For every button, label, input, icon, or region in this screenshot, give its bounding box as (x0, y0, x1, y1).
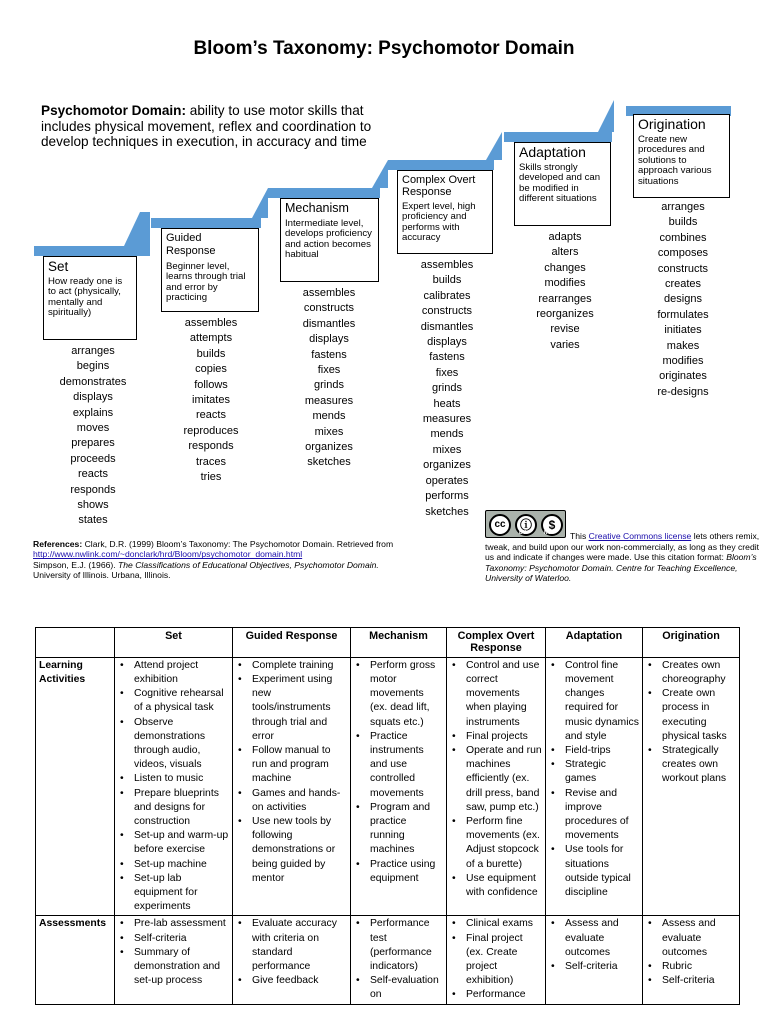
verbs-complex-overt-response (387, 258, 507, 520)
level-box-mechanism (280, 198, 379, 282)
level-box-guided-response (161, 228, 259, 312)
verb-item: explains (72, 406, 114, 419)
verb-item: designs (664, 293, 702, 306)
level-title: Adaptation (519, 144, 586, 160)
verb-item: arranges (661, 201, 705, 213)
verb-item: reorganizes (536, 308, 594, 321)
verb-item: creates (664, 278, 702, 291)
list-item: • Creates own choreography (646, 659, 736, 687)
step-riser-1 (124, 212, 140, 246)
verb-item: changes (544, 261, 586, 274)
list-item: • Observe demonstrations through audio, videos, visuals (118, 716, 229, 773)
table-header-cell: Origination (643, 628, 740, 658)
list-item: • Control and use correct movements when playing instruments (450, 659, 542, 730)
verb-item: traces (196, 455, 226, 468)
list-item: • Pre-lab assessment (118, 917, 229, 931)
list-item: • Field-trips (549, 744, 639, 758)
level-desc: Beginner level, learns through trial and error by practicing (166, 261, 246, 304)
list-item: • Summary of demonstration and set-up process (118, 946, 229, 989)
verb-item: alters (551, 246, 579, 259)
level-desc: Expert level, high proficiency and performs with accuracy (402, 201, 476, 244)
list-item: • Cognitive rehearsal of a physical task (118, 687, 229, 715)
list-item: • Give feedback (236, 974, 347, 988)
verb-item: measures (422, 413, 472, 426)
verb-item: responds (70, 483, 116, 496)
step-bar-adaptation (504, 132, 612, 142)
verb-item: modifies (662, 355, 704, 368)
verbs-adaptation (505, 230, 625, 353)
verb-item: sketches (425, 505, 469, 518)
references-label: References: (33, 539, 83, 549)
list-item: • Evaluate accuracy with criteria on standard performance (236, 917, 347, 974)
verb-item: measures (304, 394, 354, 407)
list-item: • Program and practice running machines (354, 801, 443, 858)
table-header-cell: Complex Overt Response (447, 628, 546, 658)
by-icon: ⓘ (515, 514, 537, 536)
step-riser-4 (486, 132, 502, 160)
verb-item: sketches (307, 456, 351, 469)
verb-item: modifies (544, 277, 586, 290)
verb-item: organizes (305, 441, 353, 454)
table-cell (115, 657, 233, 916)
list-item: • Assess and evaluate outcomes (549, 917, 639, 960)
intro-paragraph (41, 103, 376, 150)
verb-item: composes (657, 247, 709, 260)
verb-item: revise (550, 323, 580, 336)
verb-item: fastens (311, 348, 347, 361)
verb-item: arranges (71, 345, 115, 357)
list-item: • Self-evaluation on (354, 974, 443, 1002)
verb-item: fixes (317, 364, 341, 377)
verb-item: organizes (423, 459, 471, 472)
verb-item: assembles (302, 287, 356, 299)
table-header-cell: Guided Response (233, 628, 351, 658)
verb-item: performs (425, 490, 469, 503)
table-cell (233, 657, 351, 916)
verb-item: proceeds (70, 452, 116, 465)
list-item: • Attend project exhibition (118, 659, 229, 687)
verb-item: reacts (78, 468, 108, 481)
list-item: • Practice using equipment (354, 858, 443, 886)
list-item: • Use new tools by following demonstrations or being guided by mentor (236, 815, 347, 886)
verbs-mechanism (269, 286, 389, 471)
level-box-set (43, 256, 137, 340)
verb-item: makes (666, 339, 700, 352)
verb-item: grinds (432, 382, 462, 395)
verb-item: grinds (314, 379, 344, 392)
verb-item: imitates (192, 394, 230, 407)
reference-university: University of Illinois. Urbana, Illinois. (33, 570, 171, 581)
row-label: Assessments (36, 916, 115, 1004)
verb-item: displays (309, 333, 349, 346)
table-cell (643, 657, 740, 916)
list-item: • Self-criteria (646, 974, 736, 988)
verb-item: attempts (189, 332, 233, 345)
verb-item: states (78, 514, 108, 527)
verb-item: responds (188, 440, 234, 453)
verb-item: follows (194, 378, 228, 391)
list-item: • Assess and evaluate outcomes (646, 917, 736, 960)
verb-item: assembles (420, 259, 474, 271)
by-label: BY (519, 530, 526, 536)
table-cell (546, 916, 643, 1004)
reference-simpson: Simpson, E.J. (1966). (33, 559, 119, 570)
level-box-origination (633, 114, 730, 198)
list-item: • Set-up and warm-up before exercise (118, 829, 229, 857)
step-bar-set (34, 246, 140, 256)
verb-item: shows (77, 499, 109, 512)
level-title: Mechanism (285, 201, 349, 215)
verbs-set (33, 344, 153, 529)
verb-item: assembles (184, 317, 238, 329)
verb-item: reproduces (183, 424, 239, 437)
verb-item: rearranges (538, 292, 592, 305)
table-header-cell (36, 628, 115, 658)
table-cell (351, 916, 447, 1004)
table-cell (115, 916, 233, 1004)
step-bar-mechanism (268, 188, 380, 198)
reference-clark: Clark, D.R. (1999) Bloom’s Taxonomy: The Psychomotor Domain. Retrieved from (82, 539, 394, 549)
verbs-origination (623, 200, 743, 400)
table-header-cell: Set (115, 628, 233, 658)
verb-item: moves (76, 422, 110, 435)
intro-text: ability to use motor skills that includes physical movement, reflex and coordination to develop techniques in execution, in accuracy and time (41, 103, 372, 149)
verb-item: constructs (303, 302, 355, 315)
list-item: • Strategically creates own workout plans (646, 744, 736, 787)
list-item: • Final projects (450, 730, 542, 744)
list-item: • Set-up machine (118, 858, 229, 872)
list-item: • Strategic games (549, 758, 639, 786)
list-item: • Performance (450, 988, 542, 1002)
table-header-cell: Adaptation (546, 628, 643, 658)
level-title: Set (48, 259, 69, 274)
license-citation: Bloom’s Taxonomy: Psychomotor Domain. Centre for Teaching Excellence, University of Waterloo. (485, 552, 757, 584)
level-desc: Skills strongly developed and can be modified in different situations (519, 162, 601, 205)
table-cell (643, 916, 740, 1004)
list-item: • Follow manual to run and program machine (236, 744, 347, 787)
level-title: Origination (638, 116, 706, 132)
nc-label: NC (544, 530, 552, 536)
table-row (36, 916, 740, 1004)
list-item: • Complete training (236, 659, 347, 673)
cc-icon: cc (489, 514, 511, 536)
level-title: Complex Overt Response (402, 174, 476, 198)
table-cell (233, 916, 351, 1004)
list-item: • Self-criteria (118, 932, 229, 946)
verb-item: re-designs (657, 385, 709, 398)
verb-item: formulates (657, 308, 709, 321)
step-riser-3 (372, 160, 388, 188)
list-item: • Final project (ex. Create project exhibition) (450, 932, 542, 989)
verb-item: combines (659, 231, 707, 244)
reference-simpson-title: The Classifications of Educational Objectives, Psychomotor Domain. (118, 559, 379, 570)
table-header-cell: Mechanism (351, 628, 447, 658)
row-label: Learning Activities (36, 657, 115, 916)
table-cell (447, 657, 546, 916)
table-cell (447, 916, 546, 1004)
level-title: Guided Response (166, 232, 216, 257)
level-desc: Intermediate level, develops proficiency and action becomes habitual (285, 218, 372, 261)
verb-item: constructs (657, 262, 709, 275)
step-bar-guided (151, 218, 261, 228)
verb-item: builds (196, 347, 226, 360)
step-riser-2 (252, 188, 268, 218)
list-item: • Listen to music (118, 772, 229, 786)
verb-item: constructs (421, 305, 473, 318)
list-item: • Set-up lab equipment for experiments (118, 872, 229, 915)
list-item: • Self-criteria (549, 960, 639, 974)
verb-item: dismantles (420, 320, 474, 333)
list-item: • Use tools for situations outside typical discipline (549, 843, 639, 900)
verb-item: operates (425, 474, 469, 487)
list-item: • Games and hands-on activities (236, 787, 347, 815)
verb-item: dismantles (302, 317, 356, 330)
verb-item: reacts (196, 409, 226, 422)
verb-item: tries (200, 471, 222, 484)
verb-item: mixes (314, 425, 344, 438)
list-item: • Control fine movement changes required for music dynamics and style (549, 659, 639, 744)
list-item: • Perform gross motor movements (ex. dead lift, squats etc.) (354, 659, 443, 730)
list-item: • Practice instruments and use controlled movements (354, 730, 443, 801)
verb-item: mixes (432, 443, 462, 456)
level-desc: How ready one is to act (physically, mentally and spiritually) (48, 276, 123, 319)
step-bar-complex (388, 160, 494, 170)
verb-item: varies (550, 338, 580, 351)
table-header-row (36, 628, 740, 658)
nc-icon: $ (541, 514, 563, 536)
list-item: • Revise and improve procedures of movements (549, 787, 639, 844)
verb-item: adapts (548, 231, 582, 243)
list-item: • Experiment using new tools/instruments through trial and error (236, 673, 347, 744)
verb-item: initiates (664, 324, 702, 337)
verb-item: fixes (435, 366, 459, 379)
verb-item: originates (659, 370, 707, 383)
verb-item: copies (195, 363, 227, 376)
verb-item: calibrates (423, 289, 471, 302)
table-cell (351, 657, 447, 916)
verbs-guided-response (151, 316, 271, 485)
table-cell (546, 657, 643, 916)
list-item: • Prepare blueprints and designs for construction (118, 787, 229, 830)
verb-item: builds (432, 274, 462, 287)
reference-link[interactable]: http://www.nwlink.com/~donclark/hrd/Bloom/psychomotor_domain.html (33, 549, 303, 560)
level-box-complex-overt-response (397, 170, 493, 254)
step-riser-bar-1 (140, 212, 150, 256)
verb-item: displays (427, 336, 467, 349)
list-item: • Perform fine movements (ex. Adjust stopcock of a burette) (450, 815, 542, 872)
references (33, 539, 453, 581)
list-item: • Rubric (646, 960, 736, 974)
license-prefix: This (570, 531, 589, 541)
list-item: • Performance test (performance indicators) (354, 917, 443, 974)
verb-item: begins (76, 360, 110, 373)
license-text (485, 531, 761, 584)
verb-item: mends (312, 410, 346, 423)
verb-item: prepares (71, 437, 115, 450)
intro-term: Psychomotor Domain: (41, 103, 187, 118)
step-riser-5 (598, 100, 614, 132)
table-row (36, 657, 740, 916)
license-body: lets others remix, tweak, and build upon our work non-commercially, as long as they credit us and indicate if changes were made. Use this citation format: (485, 531, 760, 563)
level-box-adaptation (514, 142, 611, 226)
activities-table (35, 627, 740, 1005)
list-item: • Use equipment with confidence (450, 872, 542, 900)
list-item: • Operate and run machines efficiently (ex. drill press, band saw, pump etc.) (450, 744, 542, 815)
verb-item: fastens (429, 351, 465, 364)
verb-item: mends (430, 428, 464, 441)
verb-item: demonstrates (59, 375, 127, 388)
verb-item: displays (73, 391, 113, 404)
list-item: • Create own process in executing physical tasks (646, 687, 736, 744)
verb-item: builds (668, 216, 698, 229)
license-link[interactable]: Creative Commons license (588, 531, 692, 541)
list-item: • Clinical exams (450, 917, 542, 931)
verb-item: heats (433, 397, 461, 410)
page-title: Bloom’s Taxonomy: Psychomotor Domain (193, 38, 575, 59)
level-desc: Create new procedures and solutions to approach various situations (638, 134, 712, 187)
